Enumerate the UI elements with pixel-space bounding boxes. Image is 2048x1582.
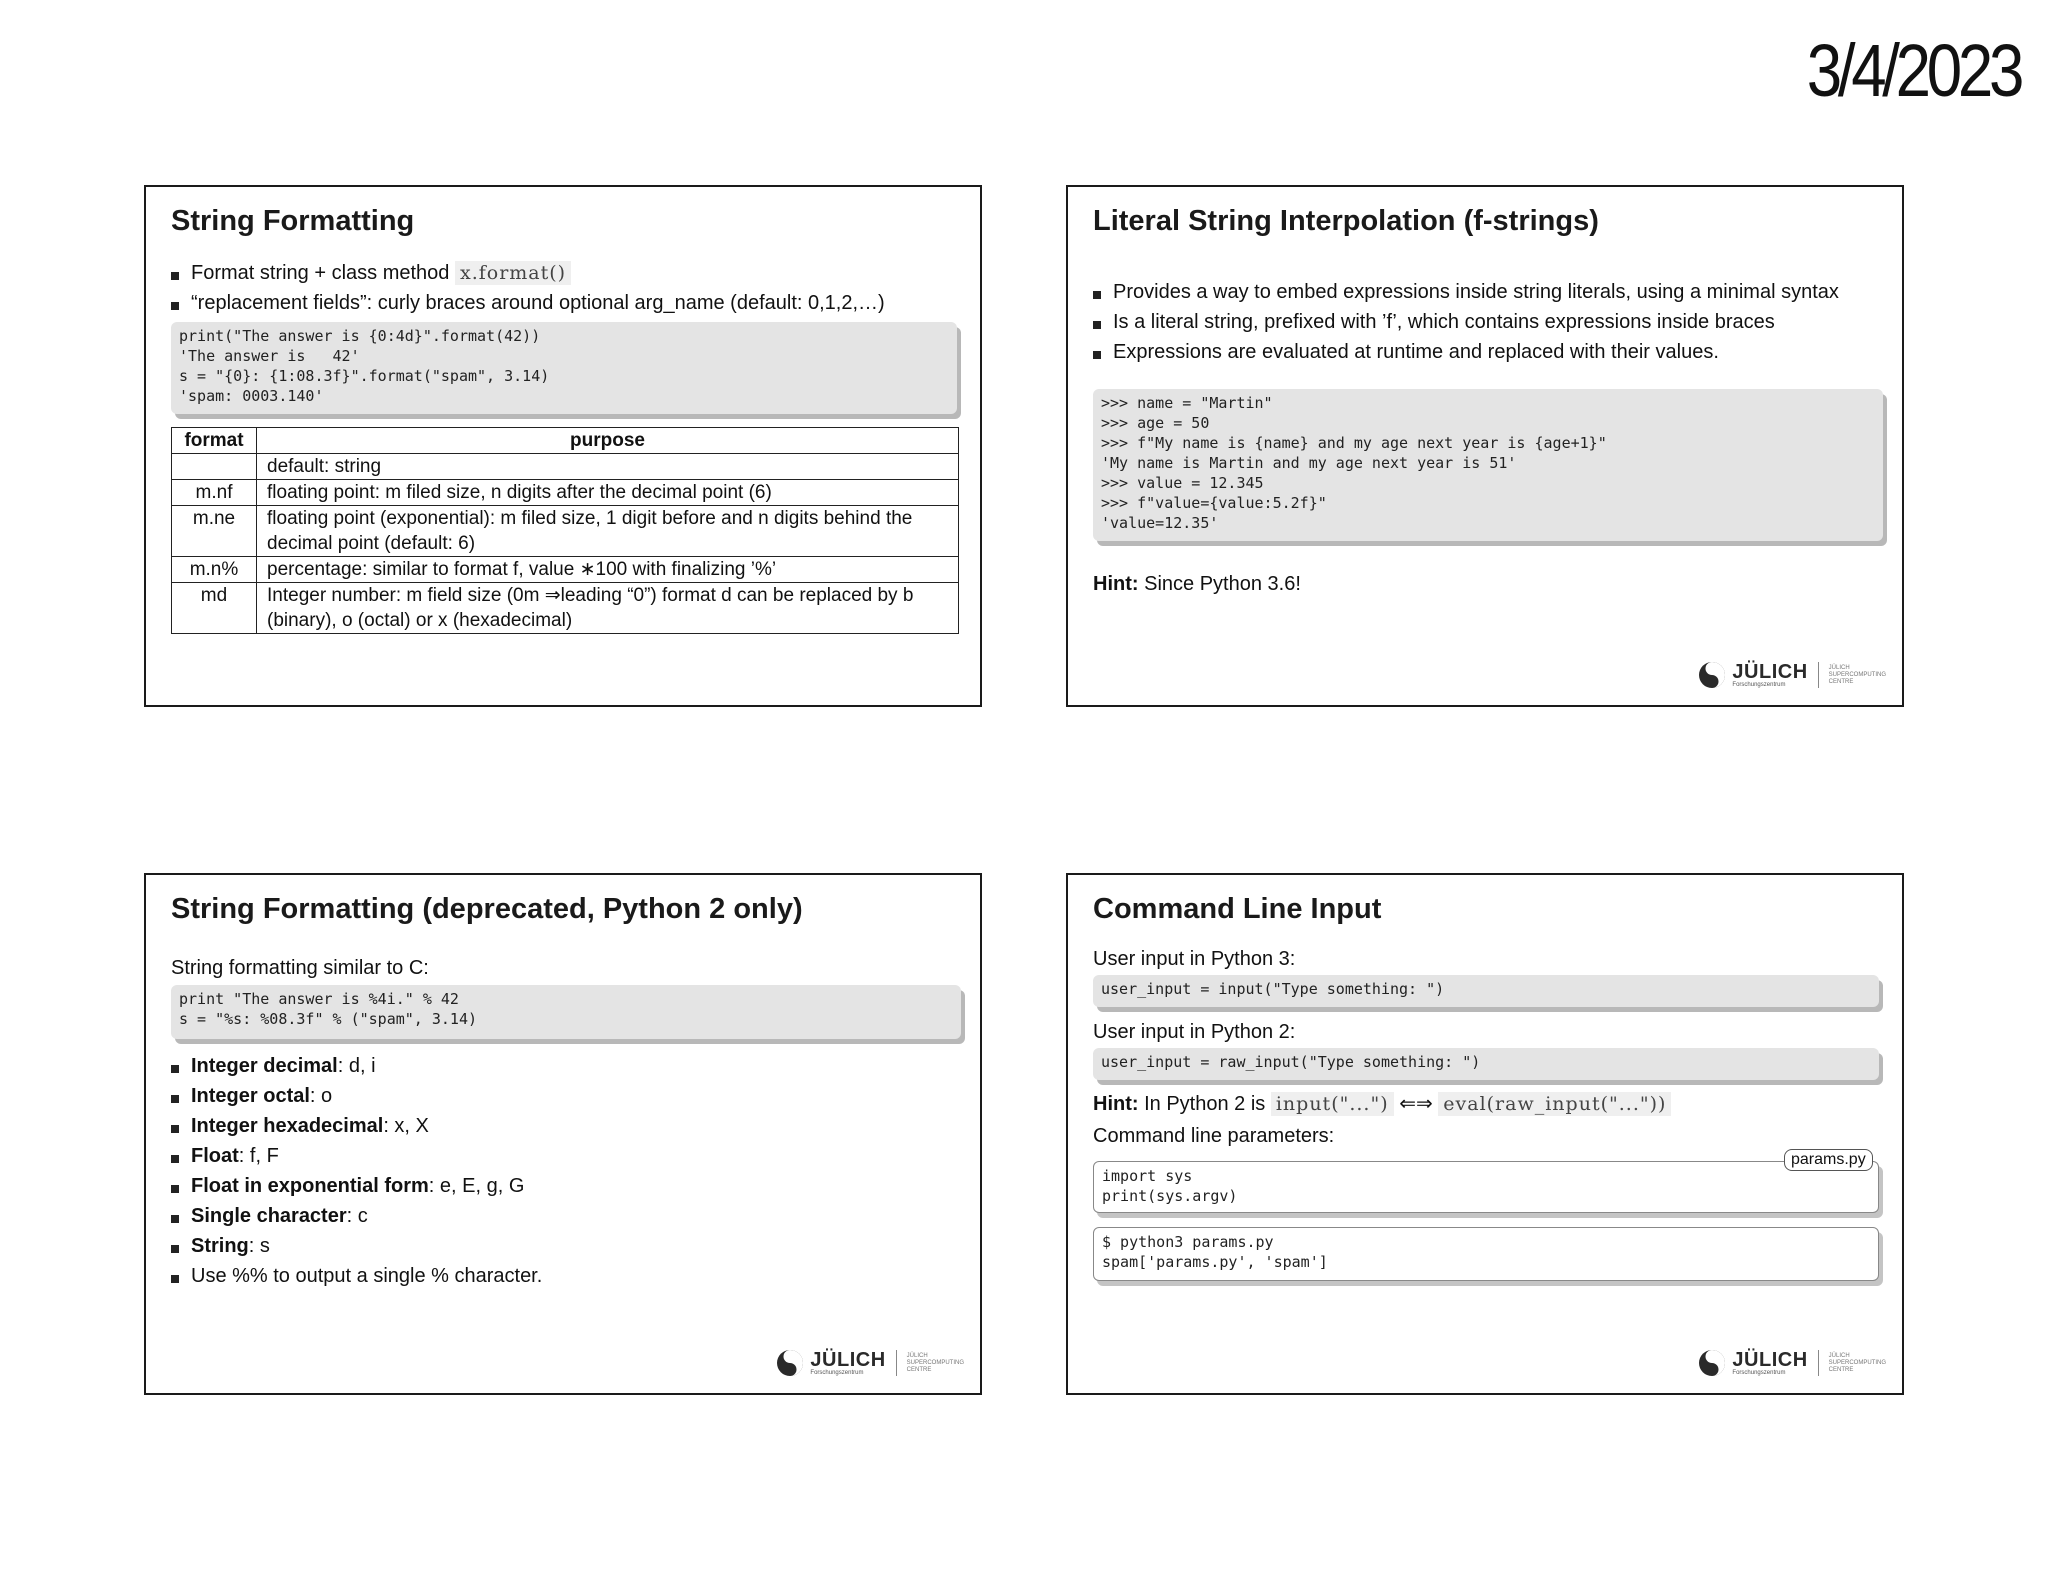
julich-logo: JÜLICH Forschungszentrum JÜLICH SUPERCOMPUTING CENTRE	[1698, 661, 1886, 689]
table-row	[172, 557, 959, 583]
purpose-cell: floating point (exponential): m filed size, 1 digit before and n digits behind the decimal point (default: 6)	[257, 506, 959, 557]
bullet-item: Integer hexadecimal: x, X	[171, 1111, 542, 1141]
inline-code: eval(raw_input("..."))	[1438, 1092, 1671, 1116]
table-header: format	[172, 428, 257, 454]
file-tag: params.py	[1784, 1149, 1873, 1171]
bullet-item: Format string + class method x.format()	[171, 258, 885, 288]
code-block-shell: $ python3 params.py spam['params.py', 'spam']	[1093, 1227, 1879, 1281]
table-row	[172, 506, 959, 557]
table-row	[172, 454, 959, 480]
format-table	[171, 427, 959, 634]
hint-text: Hint: Since Python 3.6!	[1093, 573, 1301, 595]
slide-string-formatting	[144, 185, 982, 707]
slide-f-strings	[1066, 185, 1904, 707]
julich-logo: JÜLICH Forschungszentrum JÜLICH SUPERCOMPUTING CENTRE	[1698, 1349, 1886, 1377]
bullet-item: Expressions are evaluated at runtime and replaced with their values.	[1093, 337, 1839, 367]
inline-code: x.format()	[455, 261, 571, 285]
format-cell: m.ne	[172, 506, 257, 557]
bullet-item: “replacement fields”: curly braces around optional arg_name (default: 0,1,2,…)	[171, 288, 885, 318]
code-block-params: import sys print(sys.argv)	[1093, 1161, 1879, 1213]
julich-logo-icon	[1698, 661, 1726, 689]
slide-title: Command Line Input	[1093, 893, 1382, 925]
bullet-item: Integer decimal: d, i	[171, 1051, 542, 1081]
bullet-item: Use %% to output a single % character.	[171, 1261, 542, 1291]
bullet-item: Float: f, F	[171, 1141, 542, 1171]
label-python3: User input in Python 3:	[1093, 948, 1296, 970]
bullet-list	[1093, 277, 1839, 367]
code-block: print "The answer is %4i." % 42 s = "%s: %08.3f" % ("spam", 3.14)	[171, 985, 961, 1039]
julich-logo-icon	[776, 1349, 804, 1377]
hint-text: Hint: In Python 2 is input("...") ⇐⇒ eval(raw_input("..."))	[1093, 1091, 1671, 1116]
bullet-item: Is a literal string, prefixed with ’f’, which contains expressions inside braces	[1093, 307, 1839, 337]
purpose-cell: Integer number: m field size (0m ⇒leading “0”) format d can be replaced by b (binary), o (octal) or x (hexadecimal)	[257, 583, 959, 634]
date-label: 3/4/2023	[1806, 29, 2020, 112]
code-block-python2: user_input = raw_input("Type something: ")	[1093, 1048, 1879, 1080]
slide-title: String Formatting	[171, 205, 415, 237]
slide-deprecated-formatting	[144, 873, 982, 1395]
intro-text: String formatting similar to C:	[171, 957, 429, 979]
slide-command-line-input	[1066, 873, 1904, 1395]
bullet-list	[171, 1051, 542, 1291]
purpose-cell: percentage: similar to format f, value ∗100 with finalizing ’%’	[257, 557, 959, 583]
bullet-item: Float in exponential form: e, E, g, G	[171, 1171, 542, 1201]
format-cell: m.n%	[172, 557, 257, 583]
slide-title: Literal String Interpolation (f-strings)	[1093, 205, 1599, 237]
format-cell	[172, 454, 257, 480]
table-header: purpose	[257, 428, 959, 454]
inline-code: input("...")	[1271, 1092, 1394, 1116]
table-row	[172, 583, 959, 634]
code-block: >>> name = "Martin" >>> age = 50 >>> f"My name is {name} and my age next year is {age+1}" 'My name is Martin and my age next year is 51' >>> value = 12.345 >>> f"value={value:5.2f}" 'value=12.35'	[1093, 389, 1883, 541]
julich-logo-icon	[1698, 1349, 1726, 1377]
slide-title: String Formatting (deprecated, Python 2 only)	[171, 893, 803, 925]
table-row	[172, 480, 959, 506]
format-cell: md	[172, 583, 257, 634]
purpose-cell: default: string	[257, 454, 959, 480]
code-block-python3: user_input = input("Type something: ")	[1093, 975, 1879, 1007]
bullet-item: Provides a way to embed expressions inside string literals, using a minimal syntax	[1093, 277, 1839, 307]
purpose-cell: floating point: m filed size, n digits after the decimal point (6)	[257, 480, 959, 506]
julich-logo: JÜLICH Forschungszentrum JÜLICH SUPERCOMPUTING CENTRE	[776, 1349, 964, 1377]
code-block: print("The answer is {0:4d}".format(42)) 'The answer is 42' s = "{0}: {1:08.3f}".format("spam", 3.14) 'spam: 0003.140'	[171, 322, 957, 414]
bullet-item: String: s	[171, 1231, 542, 1261]
bullet-item: Single character: c	[171, 1201, 542, 1231]
format-cell: m.nf	[172, 480, 257, 506]
label-python2: User input in Python 2:	[1093, 1021, 1296, 1043]
bullet-list	[171, 258, 885, 318]
equivalence-arrow: ⇐⇒	[1399, 1093, 1433, 1115]
bullet-item: Integer octal: o	[171, 1081, 542, 1111]
label-params: Command line parameters:	[1093, 1125, 1335, 1147]
